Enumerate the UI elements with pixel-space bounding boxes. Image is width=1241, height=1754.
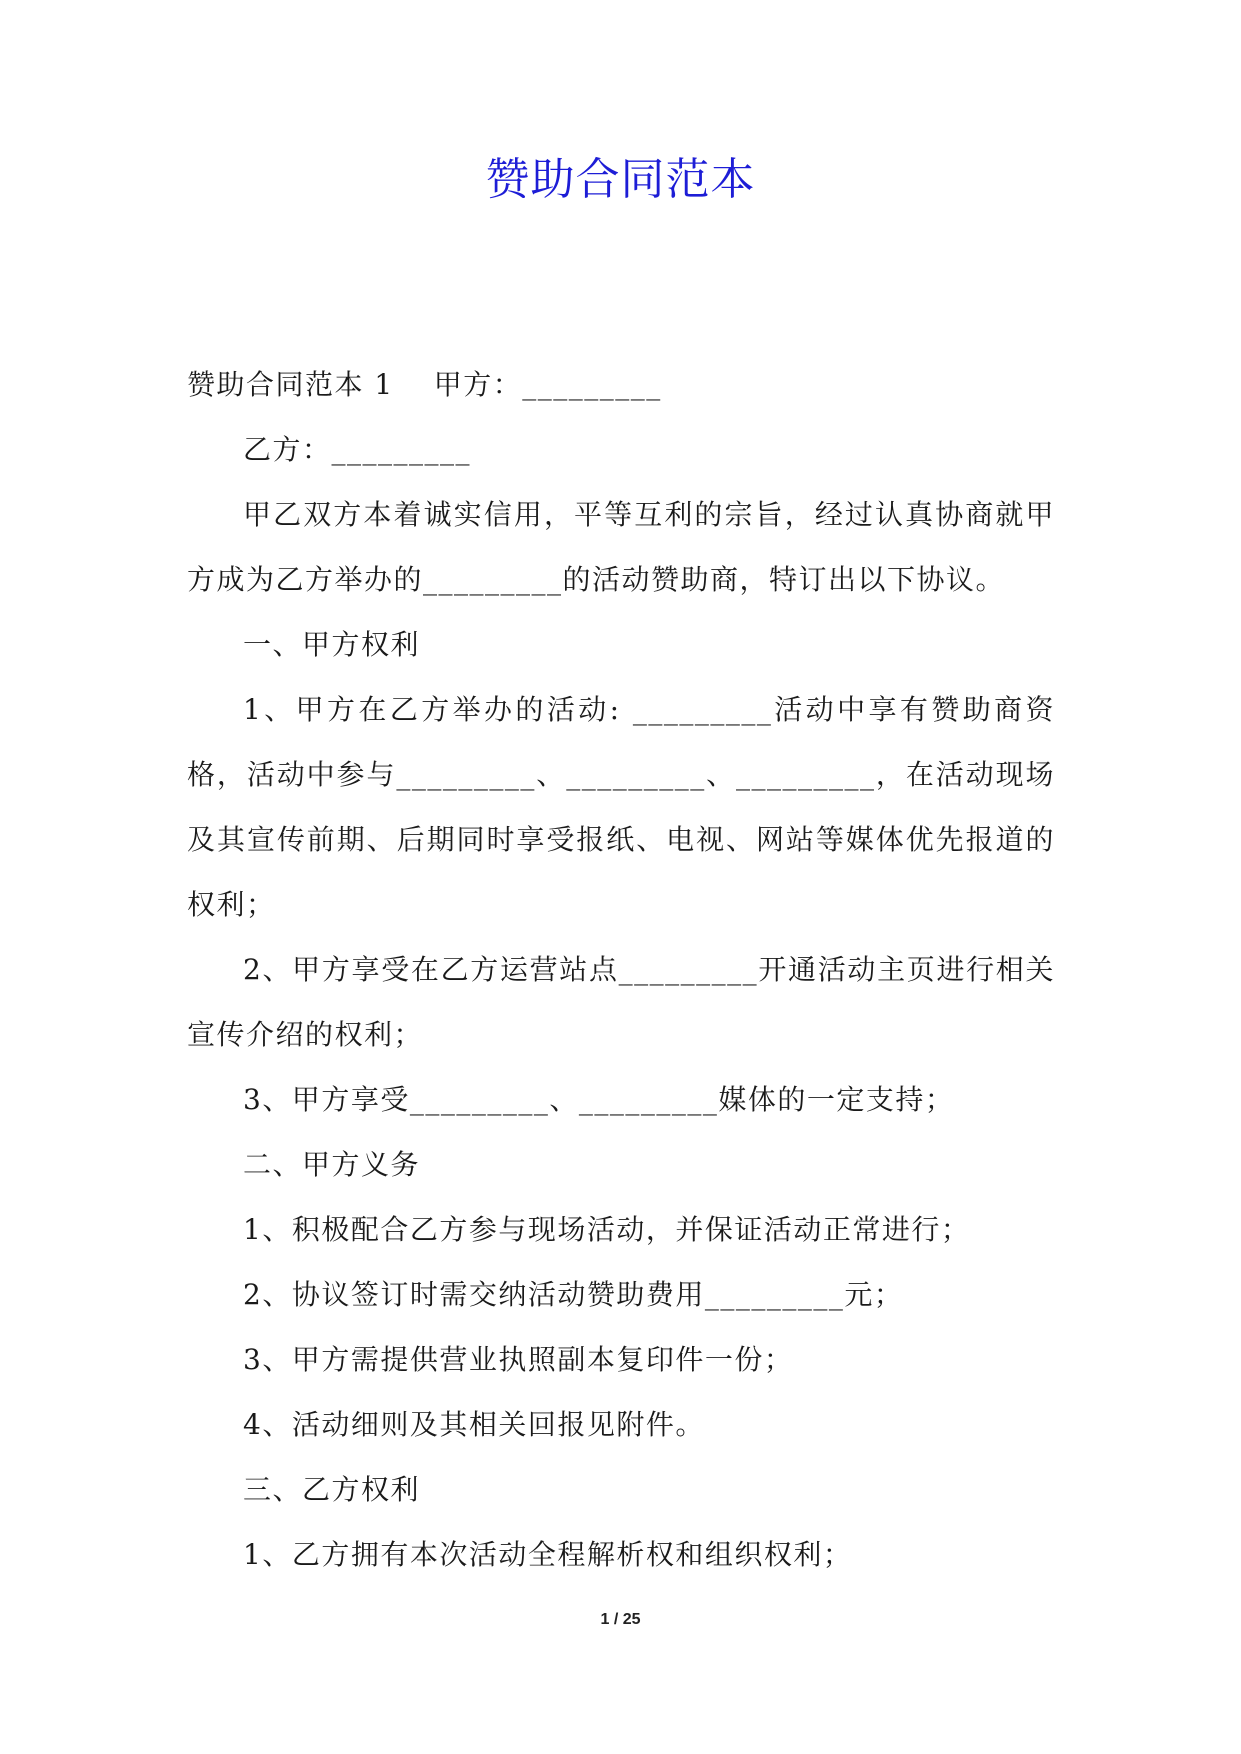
party-a-field: 甲方：_________ xyxy=(433,368,662,401)
clause-paragraph: 2、协议签订时需交纳活动赞助费用_________元； xyxy=(243,1278,904,1311)
clause-paragraph: 1、甲方在乙方举办的活动: _________活动中享有赞助商资格，活动中参与_________、_________、_________，在活动现场及其宣传前期、后期同时享受报纸、电视、网站等媒体优先报道的权利； xyxy=(187,693,1055,921)
clause-paragraph: 1、积极配合乙方参与现场活动，并保证活动正常进行； xyxy=(243,1213,971,1246)
clause-paragraph: 4、活动细则及其相关回报见附件。 xyxy=(243,1408,705,1441)
page-number: 1 / 25 xyxy=(600,1611,641,1628)
section-heading: 二、甲方义务 xyxy=(243,1148,421,1181)
clause-paragraph: 3、甲方需提供营业执照副本复印件一份； xyxy=(243,1343,794,1376)
document-body xyxy=(187,352,1055,1587)
section-heading: 三、乙方权利 xyxy=(243,1473,421,1506)
contract-label: 赞助合同范本 1 xyxy=(187,368,394,401)
preamble-paragraph: 甲乙双方本着诚实信用，平等互利的宗旨，经过认真协商就甲方成为乙方举办的_________的活动赞助商，特订出以下协议。 xyxy=(187,498,1055,596)
section-heading: 一、甲方权利 xyxy=(243,628,421,661)
clause-paragraph: 2、甲方享受在乙方运营站点_________开通活动主页进行相关宣传介绍的权利； xyxy=(187,953,1055,1051)
clause-paragraph: 1、乙方拥有本次活动全程解析权和组织权利； xyxy=(243,1538,853,1571)
party-b-field: 乙方：_________ xyxy=(243,433,472,466)
clause-paragraph: 3、甲方享受_________、_________媒体的一定支持； xyxy=(243,1083,955,1116)
document-title: 赞助合同范本 xyxy=(485,154,756,205)
header-line xyxy=(187,352,1055,417)
